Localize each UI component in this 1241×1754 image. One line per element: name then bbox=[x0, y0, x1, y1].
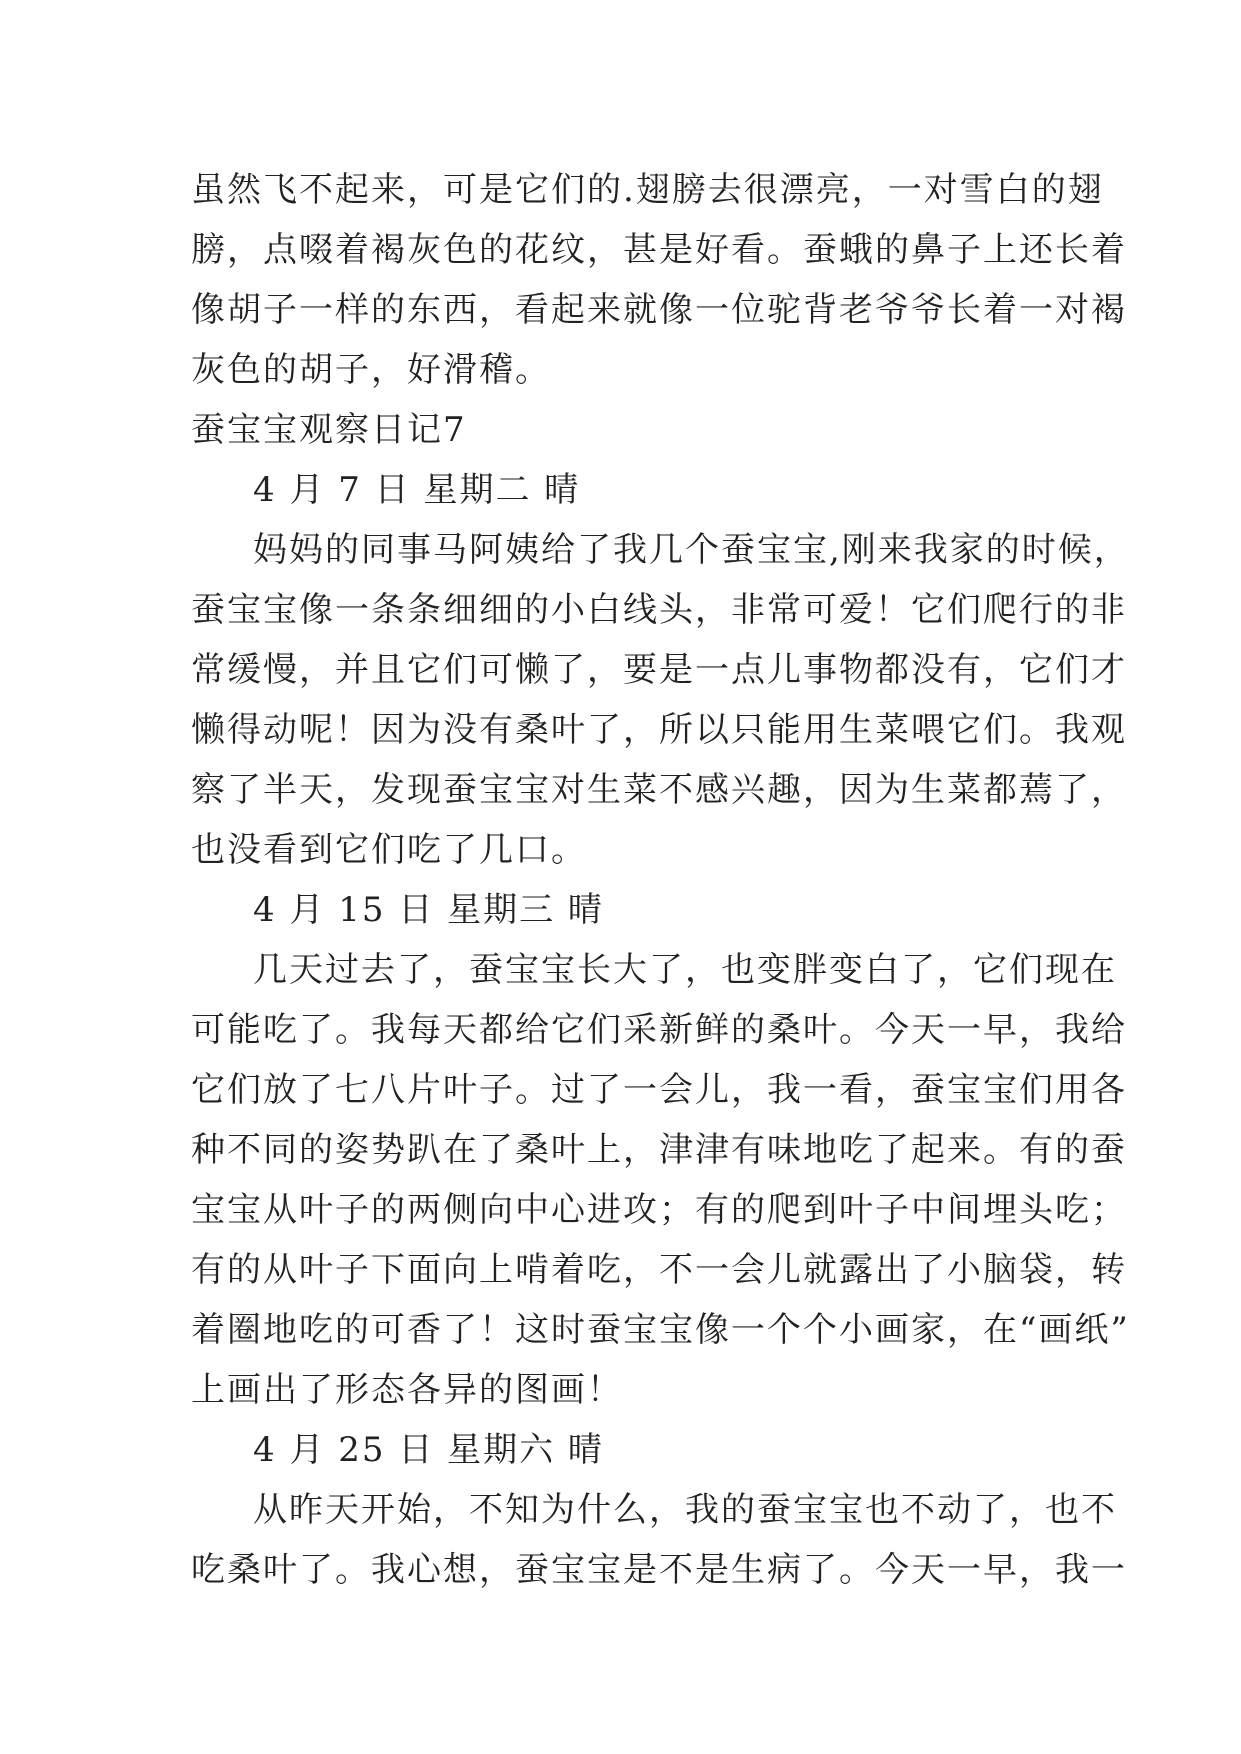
diary-date: 4 月 25 日 星期六 晴 bbox=[253, 1430, 604, 1470]
paragraph-line: 上画出了形态各异的图画！ bbox=[191, 1370, 623, 1410]
diary-date: 4 月 7 日 星期二 晴 bbox=[253, 470, 581, 510]
paragraph-line: 懒得动呢！因为没有桑叶了，所以只能用生菜喂它们。我观 bbox=[191, 710, 1127, 750]
document-body bbox=[191, 160, 1130, 1600]
paragraph-line: 像胡子一样的东西，看起来就像一位驼背老爷爷长着一对褐 bbox=[191, 290, 1127, 330]
paragraph-line: 吃桑叶了。我心想，蚕宝宝是不是生病了。今天一早，我一 bbox=[191, 1550, 1127, 1590]
paragraph-line: 妈妈的同事马阿姨给了我几个蚕宝宝,刚来我家的时候， bbox=[253, 530, 1130, 570]
paragraph-line: 察了半天，发现蚕宝宝对生菜不感兴趣，因为生菜都蔫了， bbox=[191, 770, 1127, 810]
paragraph-line: 从昨天开始，不知为什么，我的蚕宝宝也不动了，也不 bbox=[253, 1490, 1117, 1530]
paragraph-line: 它们放了七八片叶子。过了一会儿，我一看，蚕宝宝们用各 bbox=[191, 1070, 1127, 1110]
paragraph-line: 可能吃了。我每天都给它们采新鲜的桑叶。今天一早，我给 bbox=[191, 1010, 1127, 1050]
paragraph-line: 有的从叶子下面向上啃着吃，不一会儿就露出了小脑袋，转 bbox=[191, 1250, 1127, 1290]
paragraph-line: 也没看到它们吃了几口。 bbox=[191, 830, 587, 870]
paragraph-line: 常缓慢，并且它们可懒了，要是一点儿事物都没有，它们才 bbox=[191, 650, 1127, 690]
paragraph-line: 几天过去了，蚕宝宝长大了，也变胖变白了，它们现在 bbox=[253, 950, 1117, 990]
section-title: 蚕宝宝观察日记7 bbox=[191, 410, 467, 450]
paragraph-line: 着圈地吃的可香了！这时蚕宝宝像一个个小画家，在“画纸” bbox=[191, 1310, 1130, 1350]
diary-date: 4 月 15 日 星期三 晴 bbox=[253, 890, 604, 930]
paragraph-line: 宝宝从叶子的两侧向中心进攻；有的爬到叶子中间埋头吃； bbox=[191, 1190, 1127, 1230]
paragraph-line: 膀，点啜着褐灰色的花纹，甚是好看。蚕蛾的鼻子上还长着 bbox=[191, 230, 1127, 270]
paragraph-line: 蚕宝宝像一条条细细的小白线头，非常可爱！它们爬行的非 bbox=[191, 590, 1127, 630]
paragraph-line: 灰色的胡子，好滑稽。 bbox=[191, 350, 551, 390]
paragraph-line: 虽然飞不起来，可是它们的.翅膀去很漂亮，一对雪白的翅 bbox=[191, 170, 1104, 210]
paragraph-line: 种不同的姿势趴在了桑叶上，津津有味地吃了起来。有的蚕 bbox=[191, 1130, 1127, 1170]
